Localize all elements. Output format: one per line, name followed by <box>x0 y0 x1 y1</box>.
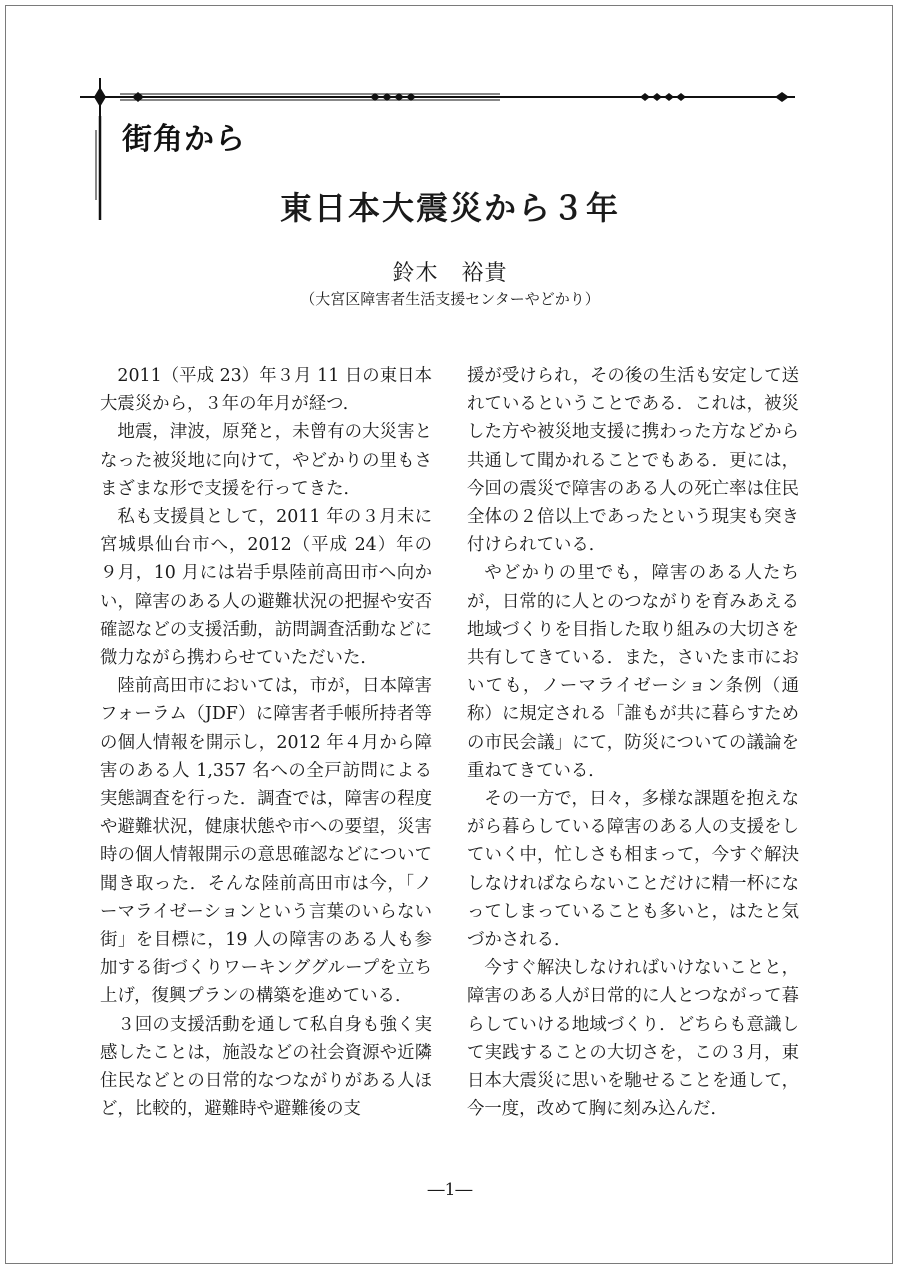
left-column <box>100 362 432 1123</box>
paragraph: その一方で，日々，多様な課題を抱えながら暮らしている障害のある人の支援をしていく中，忙しさも相まって，今すぐ解決しなければならないことだけに精一杯になってしまっていることも多いと，はたと気づかされる． <box>467 789 799 951</box>
paragraph-continuation: 援が受けられ，その後の生活も安定して送れているということである．これは，被災した方や被災地支援に携わった方などから共通して聞かれることでもある．更には，今回の震災で障害のある人の死亡率は住民全体の２倍以上であったという現実も突き付けられている． <box>467 366 799 556</box>
paragraph: 陸前高田市においては，市が，日本障害フォーラム（JDF）に障害者手帳所持者等の個人情報を開示し，2012 年４月から障害のある人 1,357 名への全戸訪問による実態調査を行った．調査では，障害の程度や避難状況，健康状態や市への要望，災害時の個人情報開示の意思確認などについて聞き取った．そんな陸前高田市は今，「ノーマライゼーションという言葉のいらない街」を目標に，19 人の障害のある人も参加する街づくりワーキンググループを立ち上げ，復興プランの構築を進めている． <box>100 676 432 1007</box>
paragraph: 地震，津波，原発と，未曾有の大災害となった被災地に向けて，やどかりの里もさまざまな形で支援を行ってきた． <box>100 422 432 499</box>
article-title: 東日本大震災から３年 <box>279 189 620 227</box>
paragraph: ３回の支援活動を通して私自身も強く実感したことは，施設などの社会資源や近隣住民などとの日常的なつながりがある人ほど，比較的，避難時や避難後の支 <box>100 1014 432 1120</box>
author-name: 鈴木 裕貴 <box>392 261 508 286</box>
author-affiliation: （大宮区障害者生活支援センターやどかり） <box>300 290 600 308</box>
right-column <box>467 362 799 1123</box>
page-number: ―1― <box>427 1180 473 1200</box>
paragraph: 今すぐ解決しなければいけないことと，障害のある人が日常的に人とつながって暮らしていける地域づくり．どちらも意識して実践することの大切さを，この３月，東日本大震災に思いを馳せることを通して，今一度，改めて胸に刻み込んだ． <box>467 958 799 1120</box>
paragraph: 私も支援員として，2011 年の３月末に宮城県仙台市へ，2012（平成 24）年の９月，10 月には岩手県陸前高田市へ向かい，障害のある人の避難状況の把握や安否確認などの支援活動，訪問調査活動などに微力ながら携わらせていただいた． <box>100 507 432 669</box>
paragraph: 2011（平成 23）年３月 11 日の東日本大震災から，３年の年月が経つ． <box>100 366 432 415</box>
paragraph: やどかりの里でも，障害のある人たちが，日常的に人とのつながりを育みあえる地域づくりを目指した取り組みの大切さを共有してきている．また，さいたま市においても，ノーマライゼーション条例（通称）に規定される「誰もが共に暮らすための市民会議」にて，防災についての議論を重ねてきている． <box>467 563 799 781</box>
section-label: 街角から <box>122 122 246 157</box>
